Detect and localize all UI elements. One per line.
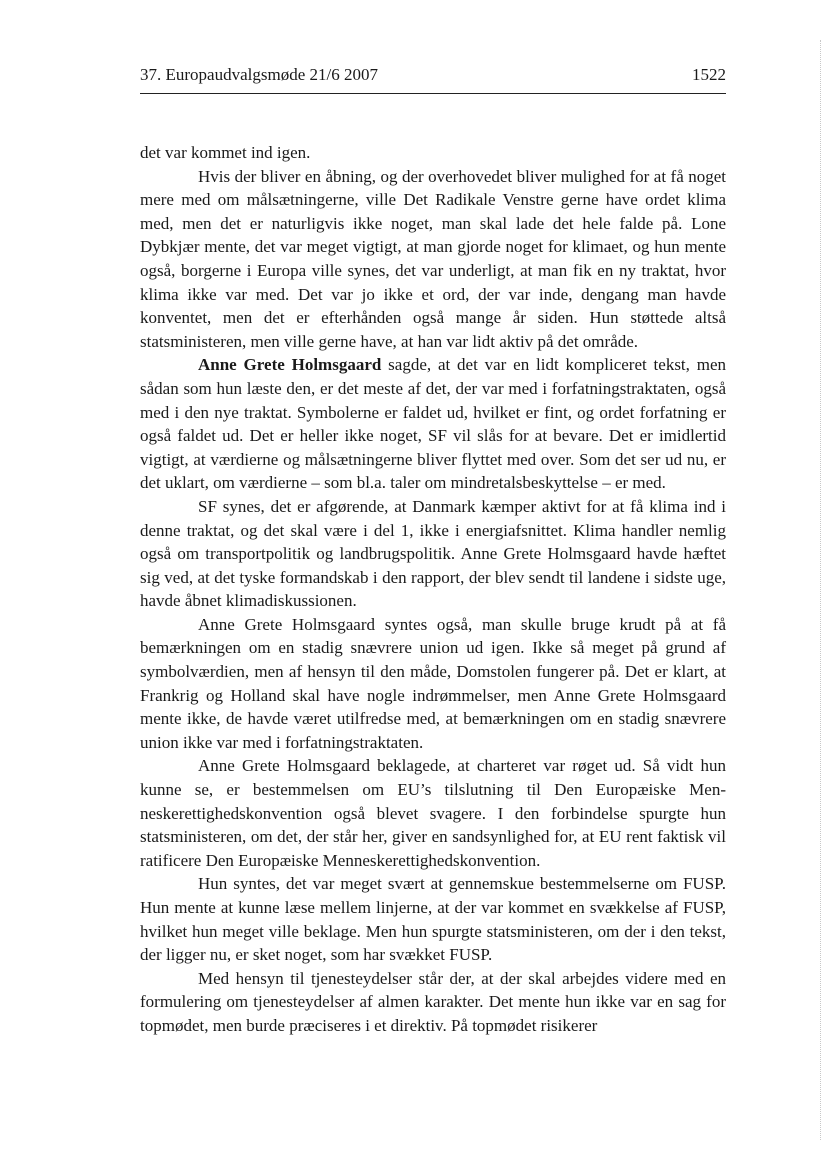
paragraph (140, 754, 726, 872)
paragraph-text: Hun syntes, det var meget svært at gennemskue bestemmelserne om FUSP. Hun mente at kunne læse mellem linjerne, at der var kommet en svækkelse af FUSP, hvilket hun meget ville beklage. Men hun spurgte statsministeren, om der i den tekst, der ligger nu, er sket noget, som har svækket FUSP. (140, 874, 726, 965)
paragraph-text: sagde, at det var en lidt kompliceret tekst, men sådan som hun læste den, er det meste af det, der var med i forfatningstraktaten, også med i den nye traktat. Symbolerne er faldet ud, hvilket er fint, og ordet forfatning er også faldet ud. Det er heller ikke noget, SF vil slås for at bevare. Det er imidlertid vigtigt, at værdierne og målsætningerne bliver flyttet med over. Som det ser ud nu, er det uklart, om værdierne – som bl.a. taler om mindretalsbeskyttelse – er med. (140, 355, 726, 493)
speaker-name: Anne Grete Holmsgaard (198, 355, 382, 375)
header-title: 37. Europaudvalgsmøde 21/6 2007 (140, 65, 378, 84)
header-rule (140, 93, 726, 94)
paragraph-text: Hvis der bliver en åbning, og der overhovedet bliver mulighed for at få noget mere med om målsætningerne, ville Det Radikale Venstre gerne have ordet klima med, men det er naturligvis ikke noget, man skal lade det hele falde på. Lone Dybkjær mente, det var meget vigtigt, at man gjorde noget for klimaet, og hun mente også, borgerne i Europa ville synes, det var underligt, at man fik en ny traktat, hvor klima ikke var med. Det var jo ikke et ord, der var inde, dengang man havde konventet, men det er efterhånden også mange år siden. Hun støttede altså statsministeren, men ville gerne have, at han var lidt aktiv på det område. (140, 166, 726, 351)
paragraph-text: Med hensyn til tjenesteydelser står der, at der skal arbejdes videre med en formulering om tjenesteydelser af almen karakter. Det mente hun ikke var en sag for topmødet, men burde præciseres i et direktiv. På topmødet risikerer (140, 968, 726, 1035)
paragraph (140, 353, 726, 495)
paragraph-text: det var kommet ind igen. (140, 143, 311, 162)
paragraph (140, 495, 726, 613)
paragraph (140, 872, 726, 966)
paragraph-text: Anne Grete Holmsgaard syntes også, man skulle bruge krudt på at få bemærkningen om en stadig snævrere union ud igen. Ikke så meget på grund af symbolværdien, men af hensyn til den måde, Domstolen fungerer på. Det er klart, at Frankrig og Holland skal have nogle indrømmelser, men Anne Grete Holmsgaard mente ikke, de havde været utilfredse med, at bemærkningen om en stadig snævrere union ikke var med i forfatningstraktaten. (140, 614, 726, 752)
page-header (140, 62, 726, 88)
paragraph (140, 165, 726, 354)
page-number: 1522 (692, 65, 726, 84)
paragraph (140, 967, 726, 1038)
body-text (140, 141, 726, 1038)
paragraph (140, 141, 726, 165)
paragraph-text: SF synes, det er afgørende, at Danmark kæmper aktivt for at få klima ind i denne traktat, og det skal være i del 1, ikke i energiafsnittet. Klima handler nemlig også om transportpolitik og landbrugspolitik. Anne Grete Holmsgaard havde hæftet sig ved, at det tyske formandskab i den rapport, der blev sendt til landene i sidste uge, havde åbnet klimadiskussionen. (140, 496, 726, 611)
paragraph (140, 613, 726, 755)
scan-edge (819, 40, 821, 1140)
paragraph-text: Anne Grete Holmsgaard beklagede, at charteret var røget ud. Så vidt hun kunne se, er bestemmelsen om EU’s tilslutning til Den Europæiske Menneskerettighedskonvention også blevet svagere. I den forbindelse spurgte hun statsministeren, om det, der står her, giver en sandsynlighed for, at EU rent faktisk vil ratificere Den Europæiske Menneskerettighedskonvention. (140, 756, 726, 870)
